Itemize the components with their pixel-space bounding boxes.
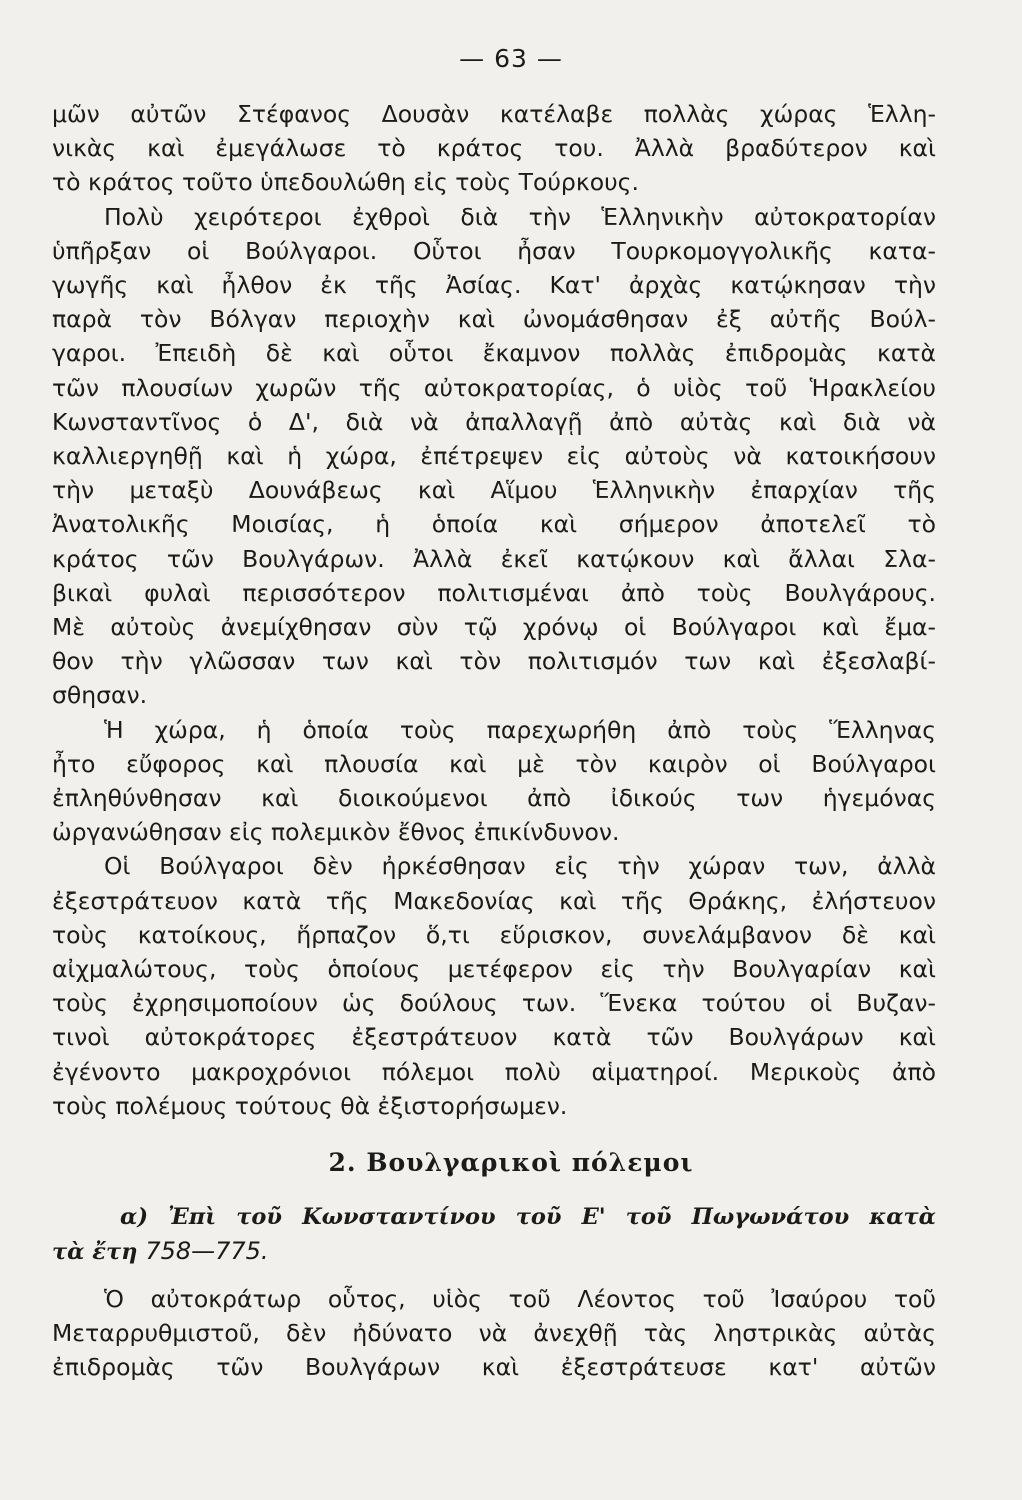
text-line: Ὁ αὐτοκράτωρ οὗτος, υἱὸς τοῦ Λέοντος τοῦ Ἰσαύρου τοῦ — [104, 1285, 936, 1313]
text-line: σθησαν. — [52, 681, 148, 710]
text-line: ἐπληθύνθησαν καὶ διοικούμενοι ἀπὸ ἰδικούς των ἡγεμόνας — [52, 784, 936, 813]
text-line: τὴν μεταξὺ Δουνάβεως καὶ Αἵμου Ἑλληνικὴν ἐπαρχίαν τῆς — [52, 476, 936, 505]
subheading-line — [52, 1234, 936, 1269]
text-line: Ἡ χώρα, ἡ ὁποία τοὺς παρεχωρήθη ἀπὸ τοὺς Ἕλληνας — [104, 715, 936, 744]
text-line: βικαὶ φυλαὶ περισσότερον πολιτισμέναι ἀπὸ τοὺς Βουλγάρους. — [52, 578, 936, 607]
text-line: Πολὺ χειρότεροι ἐχθροὶ διὰ τὴν Ἑλληνικὴν αὐτοκρατορίαν — [104, 202, 936, 231]
text-line: γαροι. Ἐπειδὴ δὲ καὶ οὗτοι ἔκαμνον πολλὰς ἐπιδρομὰς κατὰ — [52, 339, 936, 368]
text-line: τινοὶ αὐτοκράτορες ἐξεστράτευον κατὰ τῶν Βουλγάρων καὶ — [52, 1023, 936, 1052]
subheading — [52, 1200, 936, 1269]
subheading-line: α) Ἐπὶ τοῦ Κωνσταντίνου τοῦ Ε' τοῦ Πωγωνάτου κατὰ — [120, 1204, 936, 1230]
text-line: γωγῆς καὶ ἦλθον ἐκ τῆς Ἀσίας. Κατ' ἀρχὰς κατῴκησαν τὴν — [52, 271, 936, 300]
body-text-part2 — [52, 1282, 936, 1385]
text-line: Μὲ αὐτοὺς ἀνεμίχθησαν σὺν τῷ χρόνῳ οἱ Βούλγαροι καὶ ἔμα- — [52, 613, 936, 642]
text-line: τῶν πλουσίων χωρῶν τῆς αὐτοκρατορίας, ὁ υἱὸς τοῦ Ἡρακλείου — [52, 373, 936, 402]
text-line: θον τὴν γλῶσσαν των καὶ τὸν πολιτισμόν των καὶ ἐξεσλαβί- — [52, 647, 936, 676]
text-line: ἦτο εὔφορος καὶ πλουσία καὶ μὲ τὸν καιρὸν οἱ Βούλγαροι — [52, 749, 936, 778]
text-line: παρὰ τὸν Βόλγαν περιοχὴν καὶ ὠνομάσθησαν ἐξ αὐτῆς Βούλ- — [52, 305, 936, 334]
text-line: τὸ κράτος τοῦτο ὑπεδουλώθη εἰς τοὺς Τούρκους. — [52, 168, 639, 197]
page-number: — 63 — — [459, 44, 563, 73]
subheading-years: 758—775. — [145, 1237, 269, 1265]
text-line: τοὺς πολέμους τούτους θὰ ἐξιστορήσωμεν. — [52, 1091, 568, 1120]
text-line: ἐγένοντο μακροχρόνιοι πόλεμοι πολὺ αἱματηροί. Μερικοὺς ἀπὸ — [52, 1057, 936, 1086]
section-heading: 2. Βουλγαρικοὶ πόλεμοι — [328, 1148, 694, 1177]
text-line: αἰχμαλώτους, τοὺς ὁποίους μετέφερον εἰς τὴν Βουλγαρίαν καὶ — [52, 955, 936, 984]
text-line: Ἀνατολικῆς Μοισίας, ἡ ὁποία καὶ σήμερον ἀποτελεῖ τὸ — [52, 510, 936, 539]
body-text-part1 — [52, 97, 936, 1123]
text-line: τοὺς κατοίκους, ἥρπαζον ὅ,τι εὕρισκον, συνελάμβανον δὲ καὶ — [52, 920, 936, 949]
text-line: τοὺς ἐχρησιμοποίουν ὡς δούλους των. Ἕνεκα τούτου οἱ Βυζαν- — [52, 989, 936, 1018]
text-line: νικὰς καὶ ἐμεγάλωσε τὸ κράτος του. Ἀλλὰ βραδύτερον καὶ — [52, 134, 936, 163]
text-line: Μεταρρυθμιστοῦ, δὲν ἠδύνατο νὰ ἀνεχθῇ τὰς ληστρικὰς αὐτὰς — [52, 1319, 936, 1348]
text-line: Κωνσταντῖνος ὁ Δ', διὰ νὰ ἀπαλλαγῇ ἀπὸ αὐτὰς καὶ διὰ νὰ — [52, 407, 936, 436]
text-line: Οἱ Βούλγαροι δὲν ἠρκέσθησαν εἰς τὴν χώραν των, ἀλλὰ — [104, 852, 936, 881]
subheading-prefix: τὰ ἔτη — [52, 1239, 138, 1265]
text-line: κράτος τῶν Βουλγάρων. Ἀλλὰ ἐκεῖ κατῴκουν καὶ ἄλλαι Σλα- — [52, 544, 936, 573]
text-line: ὠργανώθησαν εἰς πολεμικὸν ἔθνος ἐπικίνδυνον. — [52, 818, 620, 847]
text-line: καλλιεργηθῇ καὶ ἡ χώρα, ἐπέτρεψεν εἰς αὐτοὺς νὰ κατοικήσουν — [52, 442, 936, 471]
text-line: ἐξεστράτευον κατὰ τῆς Μακεδονίας καὶ τῆς Θράκης, ἐλήστευον — [52, 886, 936, 915]
text-line: μῶν αὐτῶν Στέφανος Δουσὰν κατέλαβε πολλὰς χώρας Ἑλλη- — [52, 100, 936, 128]
text-line: ἐπιδρομὰς τῶν Βουλγάρων καὶ ἐξεστράτευσε κατ' αὐτῶν — [52, 1353, 936, 1382]
text-line: ὑπῆρξαν οἱ Βούλγαροι. Οὗτοι ἦσαν Τουρκομογγολικῆς κατα- — [52, 236, 936, 265]
